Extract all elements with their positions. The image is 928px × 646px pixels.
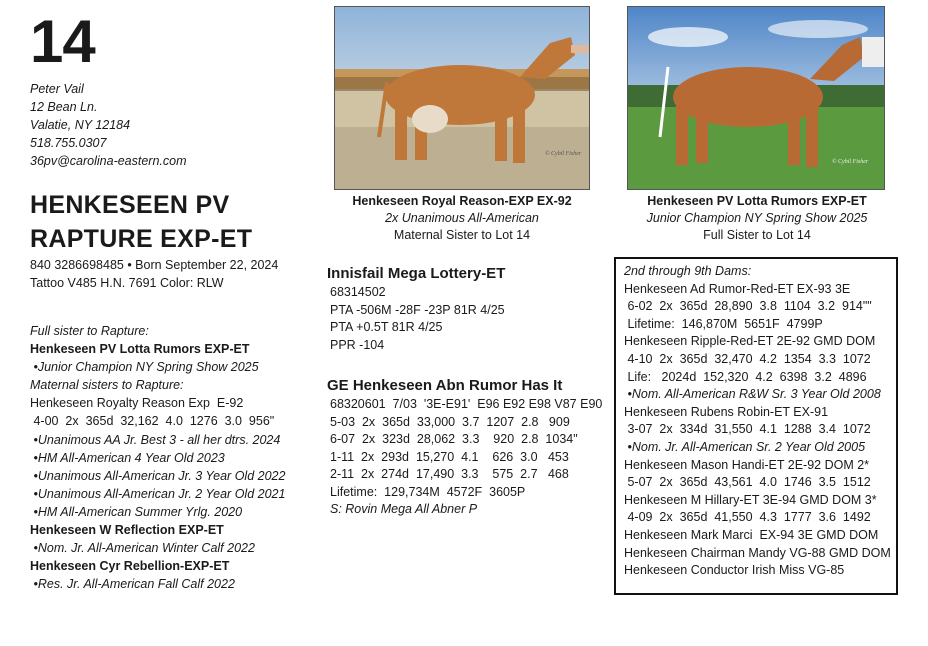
photo2-name: Henkeseen PV Lotta Rumors EXP-ET	[647, 194, 867, 208]
tattoo-line: Tattoo V485 H.N. 7691 Color: RLW	[30, 276, 224, 290]
dam-record-line: Henkeseen Chairman Mandy VG-88 GMD DOM	[624, 545, 891, 560]
dam-record-line: 4-10 2x 365d 32,470 4.2 1354 3.3 1072	[624, 351, 871, 366]
dam-record-line: Henkeseen Conductor Irish Miss VG-85	[624, 563, 845, 578]
photo2-relation: Full Sister to Lot 14	[703, 228, 811, 242]
sire-name: Innisfail Mega Lottery-ET	[327, 265, 506, 282]
dams-pedigree-box	[614, 257, 898, 595]
dam-record-line: Henkeseen Rubens Robin-ET EX-91	[624, 404, 829, 419]
animal-registration	[30, 256, 278, 292]
photo2-award: Junior Champion NY Spring Show 2025	[646, 211, 868, 225]
dam-line: 68320601 7/03 '3E-E91' E96 E92 E98 V87 E90	[330, 397, 603, 411]
cow-photo-lotta-rumors	[627, 6, 885, 190]
owner-info	[30, 80, 187, 170]
sister-notes	[30, 322, 320, 593]
note-line: 4-00 2x 365d 32,162 4.0 1276 3.0 956"	[30, 414, 275, 429]
dam-record-line: Henkeseen Mason Handi-ET 2E-92 DOM 2*	[624, 457, 870, 472]
dam-record-line: Henkeseen M Hillary-ET 3E-94 GMD DOM 3*	[624, 492, 877, 507]
dam-record-line: 2nd through 9th Dams:	[624, 264, 752, 278]
note-line: •HM All-American Summer Yrlg. 2020	[30, 504, 243, 519]
dam-record-line: Henkeseen Mark Marci EX-94 3E GMD DOM	[624, 527, 879, 542]
dam-section	[327, 376, 602, 519]
sire-line: PPR -104	[330, 337, 385, 352]
note-line: Henkeseen Royalty Reason Exp E-92	[30, 396, 244, 411]
svg-text:© Cybil Fisher: © Cybil Fisher	[832, 159, 869, 165]
dam-record-line: •Nom. All-American R&W Sr. 3 Year Old 2008	[624, 387, 881, 402]
sire-line: 68314502	[330, 285, 386, 299]
note-line: Henkeseen Cyr Rebellion-EXP-ET	[30, 559, 230, 574]
note-line: •Nom. Jr. All-American Winter Calf 2022	[30, 541, 255, 556]
animal-name-line2: RAPTURE EXP-ET	[30, 225, 253, 253]
dam-line: 1-11 2x 293d 15,270 4.1 626 3.0 453	[330, 449, 569, 464]
note-line: •Res. Jr. All-American Fall Calf 2022	[30, 577, 235, 592]
owner-street: 12 Bean Ln.	[30, 100, 98, 114]
note-line: Henkeseen W Reflection EXP-ET	[30, 523, 224, 538]
note-line: Full sister to Rapture:	[30, 324, 149, 338]
note-line: •Junior Champion NY Spring Show 2025	[30, 360, 259, 375]
note-line: •Unanimous All-American Jr. 2 Year Old 2021	[30, 486, 286, 501]
dam-record-line: Henkeseen Ripple-Red-ET 2E-92 GMD DOM	[624, 334, 876, 349]
dam-record-line: Lifetime: 146,870M 5651F 4799P	[624, 316, 823, 331]
photo1-caption	[320, 193, 604, 244]
sire-line: PTA -506M -28F -23P 81R 4/25	[330, 302, 505, 317]
dam-line: 2-11 2x 274d 17,490 3.3 575 2.7 468	[330, 467, 569, 481]
owner-city: Valatie, NY 12184	[30, 118, 131, 132]
owner-phone: 518.755.0307	[30, 136, 107, 150]
photo1-award: 2x Unanimous All-American	[385, 211, 539, 225]
photo1-relation: Maternal Sister to Lot 14	[393, 228, 531, 242]
photo1-name: Henkeseen Royal Reason-EXP EX-92	[352, 194, 572, 208]
dam-line: 5-03 2x 365d 33,000 3.7 1207 2.8 909	[330, 414, 570, 429]
dam-name: GE Henkeseen Abn Rumor Has It	[327, 377, 563, 394]
sire-line: PTA +0.5T 81R 4/25	[330, 320, 443, 334]
dam-line: 6-07 2x 323d 28,062 3.3 920 2.8 1034"	[330, 432, 578, 446]
owner-email: 36pv@carolina-eastern.com	[30, 154, 187, 168]
note-line: •Unanimous AA Jr. Best 3 - all her dtrs. 2024	[30, 432, 281, 447]
animal-name-line1: HENKESEEN PV	[30, 191, 230, 219]
photo2-caption	[612, 193, 902, 244]
dam-record-line: 5-07 2x 365d 43,561 4.0 1746 3.5 1512	[624, 475, 871, 490]
dam-record-line: Henkeseen Ad Rumor-Red-ET EX-93 3E	[624, 281, 851, 296]
dam-record-line: Life: 2024d 152,320 4.2 6398 3.2 4896	[624, 369, 867, 384]
registration-line: 840 3286698485 • Born September 22, 2024	[30, 258, 279, 272]
svg-text:© Cybil Fisher: © Cybil Fisher	[545, 151, 582, 157]
cow-photo-royal-reason	[334, 6, 590, 190]
owner-name: Peter Vail	[30, 82, 84, 96]
note-line: Maternal sisters to Rapture:	[30, 378, 184, 393]
dam-record-line: •Nom. Jr. All-American Sr. 2 Year Old 2005	[624, 439, 866, 454]
dam-record-line: 3-07 2x 334d 31,550 4.1 1288 3.4 1072	[624, 422, 871, 437]
note-line: Henkeseen PV Lotta Rumors EXP-ET	[30, 342, 250, 357]
note-line: •HM All-American 4 Year Old 2023	[30, 450, 225, 465]
dam-record-line: 4-09 2x 365d 41,550 4.3 1777 3.6 1492	[624, 510, 871, 525]
animal-name	[30, 188, 252, 256]
dam-record-line: 6-02 2x 365d 28,890 3.8 1104 3.2 914""	[624, 299, 872, 314]
dam-sire-line: S: Rovin Mega All Abner P	[330, 502, 478, 516]
note-line: •Unanimous All-American Jr. 3 Year Old 2022	[30, 468, 286, 483]
sire-section	[327, 264, 505, 354]
lot-number: 14	[30, 8, 95, 75]
dam-line: Lifetime: 129,734M 4572F 3605P	[330, 484, 526, 499]
